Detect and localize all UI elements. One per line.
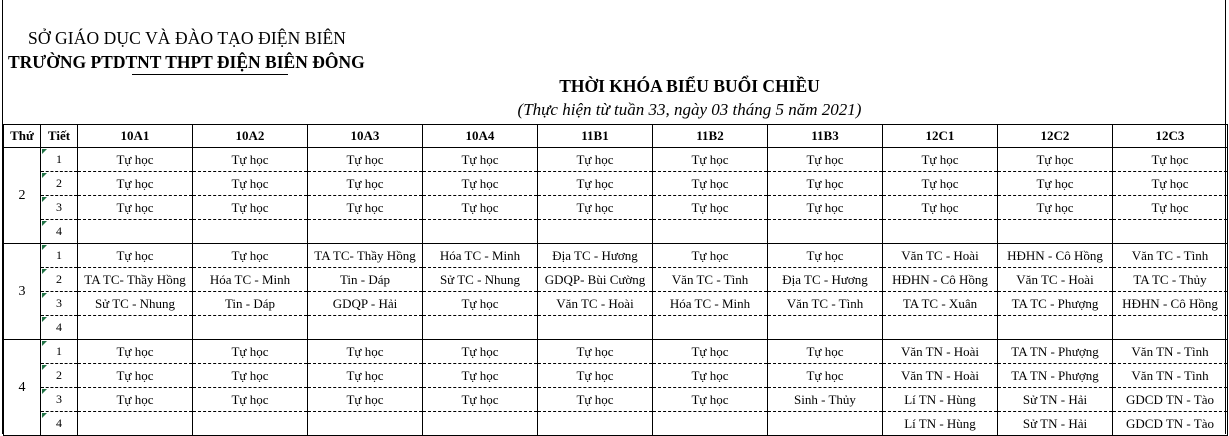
- period-number: 1: [56, 152, 62, 166]
- schedule-cell[interactable]: Tự học: [423, 292, 538, 316]
- schedule-cell[interactable]: Tự học: [653, 196, 768, 220]
- schedule-cell[interactable]: [883, 220, 998, 244]
- schedule-cell[interactable]: Địa TC - Hương: [768, 268, 883, 292]
- table-row: [4, 196, 1228, 220]
- schedule-cell[interactable]: Tự học: [78, 172, 193, 196]
- schedule-cell[interactable]: Tự học: [193, 196, 308, 220]
- schedule-cell[interactable]: [423, 220, 538, 244]
- class-header[interactable]: 12C2: [998, 125, 1113, 148]
- cell-comment-marker: [42, 317, 47, 322]
- table-row: [4, 220, 1228, 244]
- schedule-cell[interactable]: Tự học: [78, 388, 193, 412]
- schedule-cell[interactable]: Tự học: [998, 196, 1113, 220]
- schedule-cell[interactable]: [538, 316, 653, 340]
- schedule-cell[interactable]: Tự học: [768, 340, 883, 364]
- schedule-cell[interactable]: Tự học: [308, 388, 423, 412]
- schedule-cell[interactable]: [768, 316, 883, 340]
- schedule-cell[interactable]: Sử TN - Hải: [998, 388, 1113, 412]
- class-header[interactable]: 10A4: [423, 125, 538, 148]
- schedule-cell[interactable]: Tự học: [538, 196, 653, 220]
- day-column-header[interactable]: Thứ: [4, 125, 41, 148]
- schedule-cell[interactable]: Tự học: [653, 388, 768, 412]
- schedule-cell[interactable]: Tự học: [423, 340, 538, 364]
- schedule-cell[interactable]: [308, 412, 423, 436]
- schedule-cell[interactable]: Tự học: [193, 172, 308, 196]
- schedule-cell[interactable]: TA TC - Phượng: [998, 292, 1113, 316]
- schedule-cell[interactable]: Tự học: [538, 388, 653, 412]
- period-cell[interactable]: [41, 412, 78, 436]
- schedule-cell[interactable]: Tự học: [423, 148, 538, 172]
- schedule-cell[interactable]: Văn TC - Tình: [653, 268, 768, 292]
- table-row: [4, 244, 1228, 268]
- table-row: [4, 268, 1228, 292]
- cell-comment-marker: [42, 413, 47, 418]
- cell-comment-marker: [42, 365, 47, 370]
- period-number: 1: [56, 248, 62, 262]
- schedule-cell[interactable]: Tự học: [653, 340, 768, 364]
- schedule-cell[interactable]: Tin - Dáp: [308, 268, 423, 292]
- timetable: [3, 124, 1228, 436]
- schedule-cell[interactable]: Tự học: [653, 364, 768, 388]
- table-row: [4, 148, 1228, 172]
- schedule-cell[interactable]: Hóa TC - Minh: [423, 244, 538, 268]
- period-number: 2: [56, 368, 62, 382]
- schedule-cell[interactable]: Tự học: [193, 148, 308, 172]
- cell-comment-marker: [42, 221, 47, 226]
- period-cell[interactable]: [41, 316, 78, 340]
- schedule-cell[interactable]: [423, 412, 538, 436]
- period-number: 3: [56, 392, 62, 406]
- schedule-cell[interactable]: GDQP - Hải: [308, 292, 423, 316]
- schedule-cell[interactable]: [78, 412, 193, 436]
- period-column-header[interactable]: Tiết: [41, 125, 78, 148]
- period-cell[interactable]: [41, 244, 78, 268]
- table-row: [4, 364, 1228, 388]
- cell-comment-marker: [42, 245, 47, 250]
- schedule-cell[interactable]: Tự học: [883, 148, 998, 172]
- class-header[interactable]: 10A1: [78, 125, 193, 148]
- schedule-cell[interactable]: Tự học: [193, 244, 308, 268]
- cell-comment-marker: [42, 269, 47, 274]
- schedule-cell[interactable]: [538, 220, 653, 244]
- schedule-cell[interactable]: TA TN - Phượng: [998, 340, 1113, 364]
- schedule-cell[interactable]: Tự học: [193, 340, 308, 364]
- schedule-cell[interactable]: [78, 316, 193, 340]
- schedule-cell[interactable]: [653, 412, 768, 436]
- schedule-cell[interactable]: Văn TC - Tình: [1113, 244, 1228, 268]
- schedule-cell[interactable]: Tự học: [653, 244, 768, 268]
- schedule-cell[interactable]: Tự học: [768, 364, 883, 388]
- schedule-cell[interactable]: TA TN - Phượng: [998, 364, 1113, 388]
- table-row: [4, 388, 1228, 412]
- schedule-cell[interactable]: Tự học: [653, 172, 768, 196]
- schedule-cell[interactable]: HĐHN - Cô Hồng: [1113, 292, 1228, 316]
- schedule-cell[interactable]: Địa TC - Hương: [538, 244, 653, 268]
- schedule-cell[interactable]: [308, 220, 423, 244]
- schedule-cell[interactable]: Tự học: [308, 340, 423, 364]
- class-header[interactable]: 10A3: [308, 125, 423, 148]
- schedule-cell[interactable]: Tự học: [883, 172, 998, 196]
- schedule-cell[interactable]: [1113, 316, 1228, 340]
- schedule-cell[interactable]: Tự học: [653, 148, 768, 172]
- schedule-cell[interactable]: [998, 220, 1113, 244]
- period-number: 4: [56, 416, 62, 430]
- schedule-cell[interactable]: Lí TN - Hùng: [883, 388, 998, 412]
- schedule-cell[interactable]: Tự học: [1113, 196, 1228, 220]
- table-row: [4, 292, 1228, 316]
- schedule-cell[interactable]: Lí TN - Hùng: [883, 412, 998, 436]
- schedule-cell[interactable]: Tự học: [78, 340, 193, 364]
- day-cell[interactable]: 3: [4, 244, 41, 340]
- cell-comment-marker: [42, 389, 47, 394]
- period-number: 3: [56, 296, 62, 310]
- schedule-cell[interactable]: HĐHN - Cô Hồng: [883, 268, 998, 292]
- schedule-cell[interactable]: Văn TC - Hoài: [883, 244, 998, 268]
- period-cell[interactable]: [41, 148, 78, 172]
- class-header[interactable]: 10A2: [193, 125, 308, 148]
- schedule-cell[interactable]: Tự học: [768, 148, 883, 172]
- schedule-cell[interactable]: GDCD TN - Tào: [1113, 388, 1228, 412]
- schedule-cell[interactable]: TA TC - Thủy: [1113, 268, 1228, 292]
- class-header[interactable]: 11B3: [768, 125, 883, 148]
- period-cell[interactable]: [41, 364, 78, 388]
- period-cell[interactable]: [41, 340, 78, 364]
- period-number: 3: [56, 200, 62, 214]
- schedule-cell[interactable]: Tự học: [883, 196, 998, 220]
- schedule-cell[interactable]: Sử TC - Nhung: [423, 268, 538, 292]
- schedule-cell[interactable]: TA TC- Thầy Hồng: [308, 244, 423, 268]
- schedule-cell[interactable]: Văn TC - Tình: [768, 292, 883, 316]
- schedule-cell[interactable]: [768, 412, 883, 436]
- schedule-cell[interactable]: Sử TN - Hải: [998, 412, 1113, 436]
- schedule-cell[interactable]: Tự học: [1113, 148, 1228, 172]
- schedule-cell[interactable]: Tự học: [78, 148, 193, 172]
- period-number: 2: [56, 176, 62, 190]
- schedule-cell[interactable]: [78, 220, 193, 244]
- class-header[interactable]: 11B1: [538, 125, 653, 148]
- schedule-cell[interactable]: [193, 316, 308, 340]
- schedule-cell[interactable]: [193, 220, 308, 244]
- schedule-cell[interactable]: Tự học: [998, 148, 1113, 172]
- table-row: [4, 412, 1228, 436]
- schedule-cell[interactable]: [308, 316, 423, 340]
- class-header[interactable]: 12C1: [883, 125, 998, 148]
- schedule-cell[interactable]: [423, 316, 538, 340]
- schedule-cell[interactable]: Tự học: [78, 244, 193, 268]
- schedule-cell[interactable]: Tự học: [423, 388, 538, 412]
- cell-comment-marker: [42, 197, 47, 202]
- schedule-cell[interactable]: Tự học: [423, 196, 538, 220]
- schedule-cell[interactable]: [193, 412, 308, 436]
- period-number: 2: [56, 272, 62, 286]
- table-header-row: [4, 125, 1228, 148]
- schedule-cell[interactable]: [653, 220, 768, 244]
- schedule-cell[interactable]: Tự học: [308, 196, 423, 220]
- schedule-cell[interactable]: Văn TC - Hoài: [998, 268, 1113, 292]
- schedule-cell[interactable]: Tự học: [78, 196, 193, 220]
- period-cell[interactable]: [41, 172, 78, 196]
- schedule-cell[interactable]: Tự học: [538, 148, 653, 172]
- period-cell[interactable]: [41, 220, 78, 244]
- school-underline: [132, 74, 288, 75]
- period-cell[interactable]: [41, 268, 78, 292]
- schedule-cell[interactable]: [883, 316, 998, 340]
- cell-comment-marker: [42, 341, 47, 346]
- schedule-cell[interactable]: Tin - Dáp: [193, 292, 308, 316]
- schedule-cell[interactable]: GDQP- Bùi Cường: [538, 268, 653, 292]
- cell-comment-marker: [42, 173, 47, 178]
- period-number: 4: [56, 320, 62, 334]
- schedule-cell[interactable]: Văn TN - Tình: [1113, 364, 1228, 388]
- class-header[interactable]: 12C3: [1113, 125, 1228, 148]
- schedule-cell[interactable]: [1113, 220, 1228, 244]
- schedule-cell[interactable]: [768, 220, 883, 244]
- day-cell[interactable]: 2: [4, 148, 41, 244]
- schedule-cell[interactable]: TA TC - Xuân: [883, 292, 998, 316]
- schedule-cell[interactable]: Tự học: [768, 244, 883, 268]
- schedule-cell[interactable]: Tự học: [998, 172, 1113, 196]
- schedule-cell[interactable]: Tự học: [308, 172, 423, 196]
- cell-comment-marker: [42, 293, 47, 298]
- class-header[interactable]: 11B2: [653, 125, 768, 148]
- period-cell[interactable]: [41, 292, 78, 316]
- schedule-cell[interactable]: Tự học: [193, 364, 308, 388]
- schedule-cell[interactable]: TA TC- Thầy Hồng: [78, 268, 193, 292]
- school-name: TRƯỜNG PTDTNT THPT ĐIỆN BIÊN ĐÔNG: [8, 52, 365, 72]
- department-name: SỞ GIÁO DỤC VÀ ĐÀO TẠO ĐIỆN BIÊN: [28, 28, 347, 48]
- schedule-cell[interactable]: Tự học: [768, 196, 883, 220]
- schedule-cell[interactable]: Tự học: [423, 364, 538, 388]
- schedule-cell[interactable]: Tự học: [423, 172, 538, 196]
- schedule-cell[interactable]: GDCD TN - Tào: [1113, 412, 1228, 436]
- schedule-cell[interactable]: Hóa TC - Minh: [193, 268, 308, 292]
- schedule-cell[interactable]: Hóa TC - Minh: [653, 292, 768, 316]
- schedule-cell[interactable]: Sử TC - Nhung: [78, 292, 193, 316]
- schedule-cell[interactable]: [653, 316, 768, 340]
- schedule-cell[interactable]: Tự học: [538, 172, 653, 196]
- schedule-cell[interactable]: Văn TN - Tình: [1113, 340, 1228, 364]
- schedule-cell[interactable]: Sinh - Thủy: [768, 388, 883, 412]
- period-cell[interactable]: [41, 196, 78, 220]
- cell-comment-marker: [42, 149, 47, 154]
- table-row: [4, 172, 1228, 196]
- table-row: [4, 316, 1228, 340]
- page-subtitle: (Thực hiện từ tuần 33, ngày 03 tháng 5 năm 2021): [517, 100, 862, 119]
- schedule-cell[interactable]: HĐHN - Cô Hồng: [998, 244, 1113, 268]
- schedule-cell[interactable]: Văn TN - Hoài: [883, 364, 998, 388]
- period-cell[interactable]: [41, 388, 78, 412]
- day-cell[interactable]: 4: [4, 340, 41, 436]
- schedule-cell[interactable]: Tự học: [193, 388, 308, 412]
- schedule-cell[interactable]: Văn TN - Hoài: [883, 340, 998, 364]
- schedule-cell[interactable]: Tự học: [308, 364, 423, 388]
- schedule-cell[interactable]: Tự học: [768, 172, 883, 196]
- schedule-cell[interactable]: Tự học: [538, 364, 653, 388]
- schedule-cell[interactable]: Văn TC - Hoài: [538, 292, 653, 316]
- schedule-cell[interactable]: Tự học: [538, 340, 653, 364]
- schedule-cell[interactable]: Tự học: [78, 364, 193, 388]
- period-number: 1: [56, 344, 62, 358]
- schedule-cell[interactable]: [538, 412, 653, 436]
- schedule-cell[interactable]: Tự học: [1113, 172, 1228, 196]
- page-title: THỜI KHÓA BIỂU BUỔI CHIỀU: [559, 76, 820, 96]
- schedule-cell[interactable]: [998, 316, 1113, 340]
- period-number: 4: [56, 224, 62, 238]
- schedule-cell[interactable]: Tự học: [308, 148, 423, 172]
- table-row: [4, 340, 1228, 364]
